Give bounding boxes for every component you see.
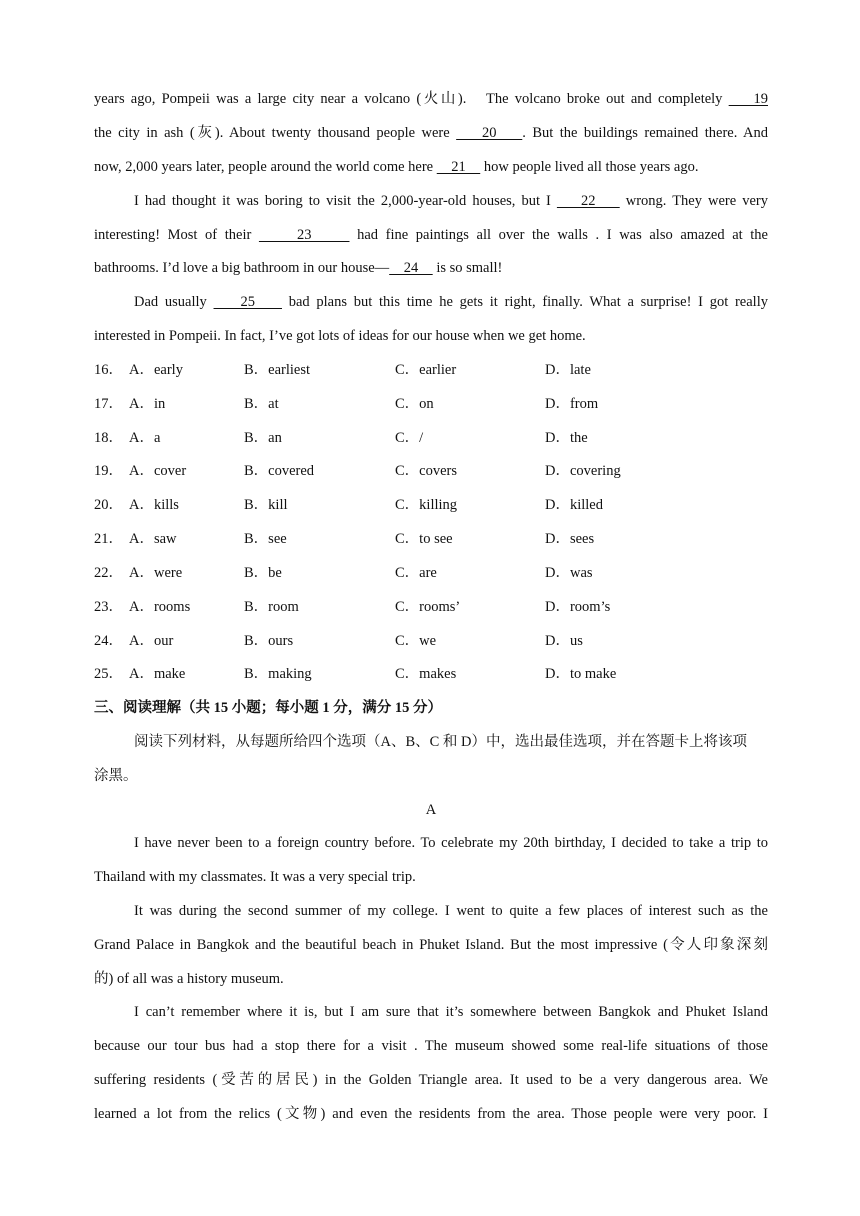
passage-line: Grand Palace in Bangkok and the beautiful beach in Phuket Island. But the most impressive (令人印象深刻 xyxy=(94,937,768,953)
option-c: C．we xyxy=(395,633,437,649)
option-c: C．covers xyxy=(395,463,458,479)
blank-22: 22 xyxy=(556,193,620,209)
question-number: 23． xyxy=(94,599,123,615)
option-d: D．the xyxy=(545,430,588,446)
passage-text: Dad usually xyxy=(134,294,214,310)
section-title: 三、阅读理解（共 15 小题；每小题 1 分，满分 15 分） xyxy=(94,700,442,716)
question-number: 19． xyxy=(94,463,123,479)
blank-19: 19 xyxy=(728,91,768,107)
passage-text: is so small! xyxy=(432,260,503,276)
passage-line: It was during the second summer of my college. I went to quite a few places of interest such as the xyxy=(134,903,768,919)
passage-line xyxy=(94,258,768,278)
passage-text: how people lived all those years ago. xyxy=(480,159,699,175)
option-b: B．room xyxy=(244,599,299,615)
passage-text: . But the buildings remained there. And xyxy=(522,125,768,141)
question-number: 24． xyxy=(94,633,123,649)
question-number: 22． xyxy=(94,565,123,581)
option-b: B．an xyxy=(244,430,282,446)
passage-line: I have never been to a foreign country before. To celebrate my 20th birthday, I decided to take a trip to xyxy=(134,835,768,851)
question-number: 20． xyxy=(94,497,123,513)
option-d: D．from xyxy=(545,396,599,412)
section-instructions-cont: 涂黑。 xyxy=(94,768,138,784)
passage-line xyxy=(94,225,768,245)
option-d: D．sees xyxy=(545,531,595,547)
passage-text: wrong. They were very xyxy=(619,193,768,209)
option-a: A．kills xyxy=(129,497,179,513)
passage-text: the city in ash (灰). About twenty thousand people were xyxy=(94,125,457,141)
option-d: D．covering xyxy=(545,463,621,479)
option-a: A．our xyxy=(129,633,174,649)
question-number: 17． xyxy=(94,396,123,412)
question-number: 21． xyxy=(94,531,123,547)
passage-text: now, 2,000 years later, people around the world come here xyxy=(94,159,437,175)
option-b: B．earliest xyxy=(244,362,311,378)
passage-label: A xyxy=(425,802,437,818)
option-d: D．room’s xyxy=(545,599,611,615)
passage-line: learned a lot from the relics (文物) and even the residents from the area. Those people were very poor. I xyxy=(94,1106,768,1122)
question-number: 18． xyxy=(94,430,123,446)
passage-text: interesting! Most of their xyxy=(94,227,259,243)
option-c: C．are xyxy=(395,565,437,581)
option-b: B．kill xyxy=(244,497,288,513)
option-d: D．us xyxy=(545,633,583,649)
option-a: A．in xyxy=(129,396,166,412)
blank-25: 25 xyxy=(213,294,282,310)
option-a: A．early xyxy=(129,362,183,378)
option-b: B．at xyxy=(244,396,279,412)
passage-line: 的) of all was a history museum. xyxy=(94,971,284,987)
section-instructions: 阅读下列材料，从每题所给四个选项（A、B、C 和 D）中，选出最佳选项，并在答题卡上将该项 xyxy=(134,734,748,750)
passage-line xyxy=(134,292,768,312)
passage-line: Thailand with my classmates. It was a very special trip. xyxy=(94,869,416,885)
passage-text: bad plans but this time he gets it right, finally. What a surprise! I got really xyxy=(281,294,768,310)
blank-20: 20 xyxy=(456,125,523,141)
option-c: C．makes xyxy=(395,666,457,682)
option-b: B．covered xyxy=(244,463,315,479)
passage-text: I had thought it was boring to visit the 2,000-year-old houses, but I xyxy=(134,193,557,209)
option-c: C．killing xyxy=(395,497,458,513)
option-d: D．killed xyxy=(545,497,603,513)
passage-line: I can’t remember where it is, but I am sure that it’s somewhere between Bangkok and Phuket Island xyxy=(134,1004,768,1020)
blank-23: 23 xyxy=(258,227,350,243)
option-b: B．see xyxy=(244,531,287,547)
option-a: A．a xyxy=(129,430,161,446)
passage-line: because our tour bus had a stop there for a visit . The museum showed some real-life situations of those xyxy=(94,1038,768,1054)
passage-line: suffering residents (受苦的居民) in the Golden Triangle area. It used to be a very dangerous area. We xyxy=(94,1072,768,1088)
blank-21: 21 xyxy=(436,159,481,175)
passage-text: had fine paintings all over the walls . I was also amazed at the xyxy=(349,227,768,243)
option-c: C．earlier xyxy=(395,362,457,378)
passage-line xyxy=(134,191,768,211)
option-d: D．was xyxy=(545,565,593,581)
option-d: D．late xyxy=(545,362,591,378)
option-b: B．making xyxy=(244,666,312,682)
option-c: C．/ xyxy=(395,430,424,446)
passage-line xyxy=(94,157,768,177)
option-a: A．rooms xyxy=(129,599,191,615)
option-b: B．ours xyxy=(244,633,294,649)
passage-text: bathrooms. I’d love a big bathroom in our house— xyxy=(94,260,390,276)
passage-line: interested in Pompeii. In fact, I’ve got lots of ideas for our house when we get home. xyxy=(94,328,586,344)
option-d: D．to make xyxy=(545,666,617,682)
option-c: C．rooms’ xyxy=(395,599,461,615)
option-a: A．were xyxy=(129,565,183,581)
option-c: C．to see xyxy=(395,531,453,547)
question-number: 16． xyxy=(94,362,123,378)
option-a: A．saw xyxy=(129,531,177,547)
option-c: C．on xyxy=(395,396,434,412)
passage-line xyxy=(94,123,768,143)
option-a: A．cover xyxy=(129,463,187,479)
option-a: A．make xyxy=(129,666,186,682)
passage-text: years ago, Pompeii was a large city near a volcano (火山). The volcano broke out and completely xyxy=(94,91,729,107)
option-b: B．be xyxy=(244,565,282,581)
passage-line xyxy=(94,89,768,109)
blank-24: 24 xyxy=(389,260,433,276)
question-number: 25． xyxy=(94,666,123,682)
